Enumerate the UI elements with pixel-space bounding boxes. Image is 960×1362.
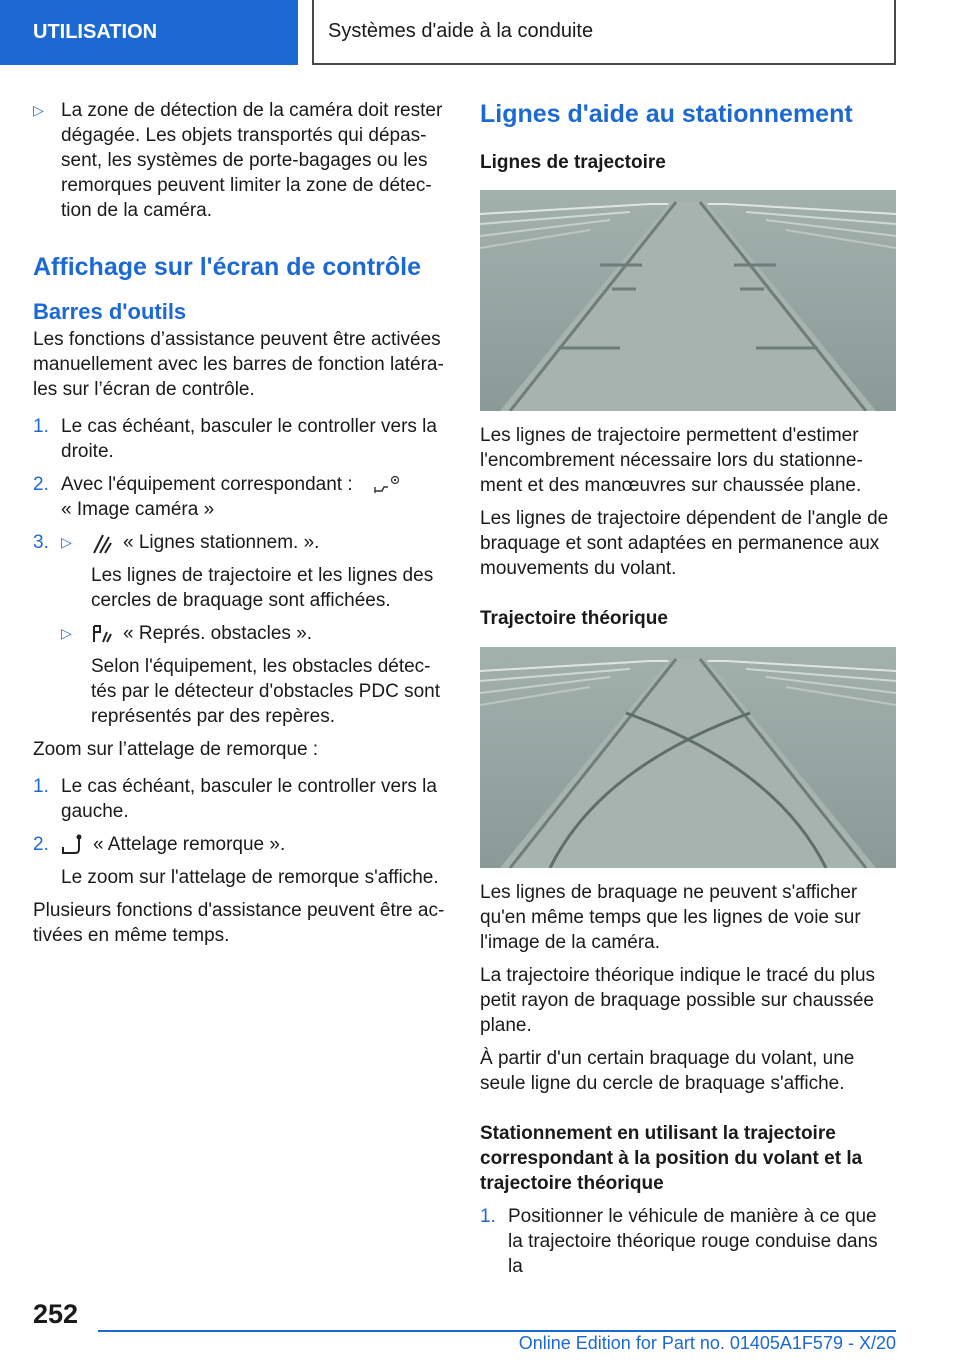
- header-chapter: Systèmes d'aide à la conduite: [312, 0, 896, 65]
- footer-edition: Online Edition for Part no. 01405A1F579 - X/20: [518, 1333, 896, 1353]
- zoom-step-1: [33, 774, 445, 824]
- heading-trajectory-lines: Lignes de trajectoire: [480, 152, 666, 173]
- page-number: 252: [33, 1299, 79, 1329]
- sub-parking-lines: [61, 530, 445, 613]
- step-number: 1.: [33, 416, 49, 437]
- header-section: UTILISATION: [0, 0, 298, 65]
- heading-display: Affichage sur l'écran de contrôle: [33, 253, 421, 281]
- turning-paragraph-3: À partir d'un certain braquage du volant, une seule ligne du cercle de braquage s'affiche.: [480, 1048, 855, 1094]
- right-column: [480, 98, 896, 1279]
- heading-parking-procedure: Stationnement en utilisant la trajectoire correspondant à la position du volant et la trajectoire théorique: [480, 1123, 863, 1194]
- heading-theoretical-path: Trajectoire théorique: [480, 608, 668, 629]
- trajectory-lines-image: [480, 190, 896, 411]
- triangle-right-icon: ▷: [61, 625, 72, 641]
- footer-rule: [98, 1330, 896, 1332]
- step-1: [33, 414, 445, 464]
- sub-obstacles: [61, 621, 445, 729]
- step-text: Le cas échéant, basculer le controller vers la droite.: [61, 416, 437, 462]
- camera-gear-icon: [372, 473, 402, 497]
- triangle-right-icon: ▷: [61, 534, 72, 550]
- heading-toolbars: Barres d'outils: [33, 299, 187, 324]
- sub-parking-lines-text: Les lignes de trajectoire et les lignes des cercles de braquage sont affichées.: [91, 565, 434, 611]
- step-number: 2.: [33, 474, 49, 495]
- step-2: [33, 472, 445, 522]
- obstacle-marking-icon: [91, 622, 113, 646]
- step-text-2: Le zoom sur l'attelage de remorque s'affiche.: [61, 867, 439, 888]
- paths-paragraph-1: Les lignes de trajectoire permettent d'estimer l'encombrement nécessaire lors du stationnement et des manœuvres sur chaussée plane.: [480, 425, 863, 496]
- step-text: Positionner le véhicule de manière à ce que la trajectoire théorique rouge conduise dans la: [508, 1206, 878, 1277]
- step-3: [33, 530, 445, 729]
- step-text: Avec l'équipement correspondant :: [61, 474, 353, 495]
- sub-obstacles-label: « Représ. obstacles ».: [123, 623, 313, 644]
- step-number: 3.: [33, 532, 49, 553]
- toolbars-text: Les fonctions d’assistance peuvent être activées manuellement avec les barres de fonction latérales sur l’écran de contrôle.: [33, 329, 444, 400]
- zoom-intro: Zoom sur l’attelage de remorque :: [33, 739, 319, 760]
- bullet-camera-zone-text: La zone de détection de la caméra doit rester dégagée. Les objets transportés qui dépassent, les systèmes de porte-bagages ou les remorques peuvent limiter la zone de détection de la caméra.: [61, 100, 443, 221]
- bullet-camera-zone: [33, 98, 445, 223]
- step-text: Le cas échéant, basculer le controller vers la gauche.: [61, 776, 437, 822]
- closing-text: Plusieurs fonctions d'assistance peuvent être activées en même temps.: [33, 900, 445, 946]
- step-number: 1.: [33, 776, 49, 797]
- heading-parking-lines: Lignes d'aide au stationnement: [480, 100, 853, 128]
- parking-lines-icon: [91, 531, 113, 555]
- step-number: 2.: [33, 834, 49, 855]
- theoretical-path-image: [480, 647, 896, 868]
- zoom-step-2: [33, 832, 445, 890]
- turning-paragraph-1: Les lignes de braquage ne peuvent s'afficher qu'en même temps que les lignes de voie sur l'image de la caméra.: [480, 882, 861, 953]
- left-column: [33, 98, 445, 948]
- step-text-2: « Image caméra »: [61, 499, 215, 520]
- trailer-hitch-icon: [61, 833, 83, 857]
- paths-paragraph-2: Les lignes de trajectoire dépendent de l'angle de braquage et sont adaptées en permanence aux mouvements du volant.: [480, 508, 889, 579]
- parking-step-1: [480, 1204, 896, 1279]
- sub-obstacles-text: Selon l'équipement, les obstacles détectés par le détecteur d'obstacles PDC sont représentés par des repères.: [91, 656, 440, 727]
- triangle-right-icon: ▷: [33, 102, 44, 118]
- step-number: 1.: [480, 1206, 496, 1227]
- step-text: « Attelage remorque ».: [93, 834, 286, 855]
- turning-paragraph-2: La trajectoire théorique indique le tracé du plus petit rayon de braquage possible sur chaussée plane.: [480, 965, 876, 1036]
- sub-parking-lines-label: « Lignes stationnem. ».: [123, 532, 320, 553]
